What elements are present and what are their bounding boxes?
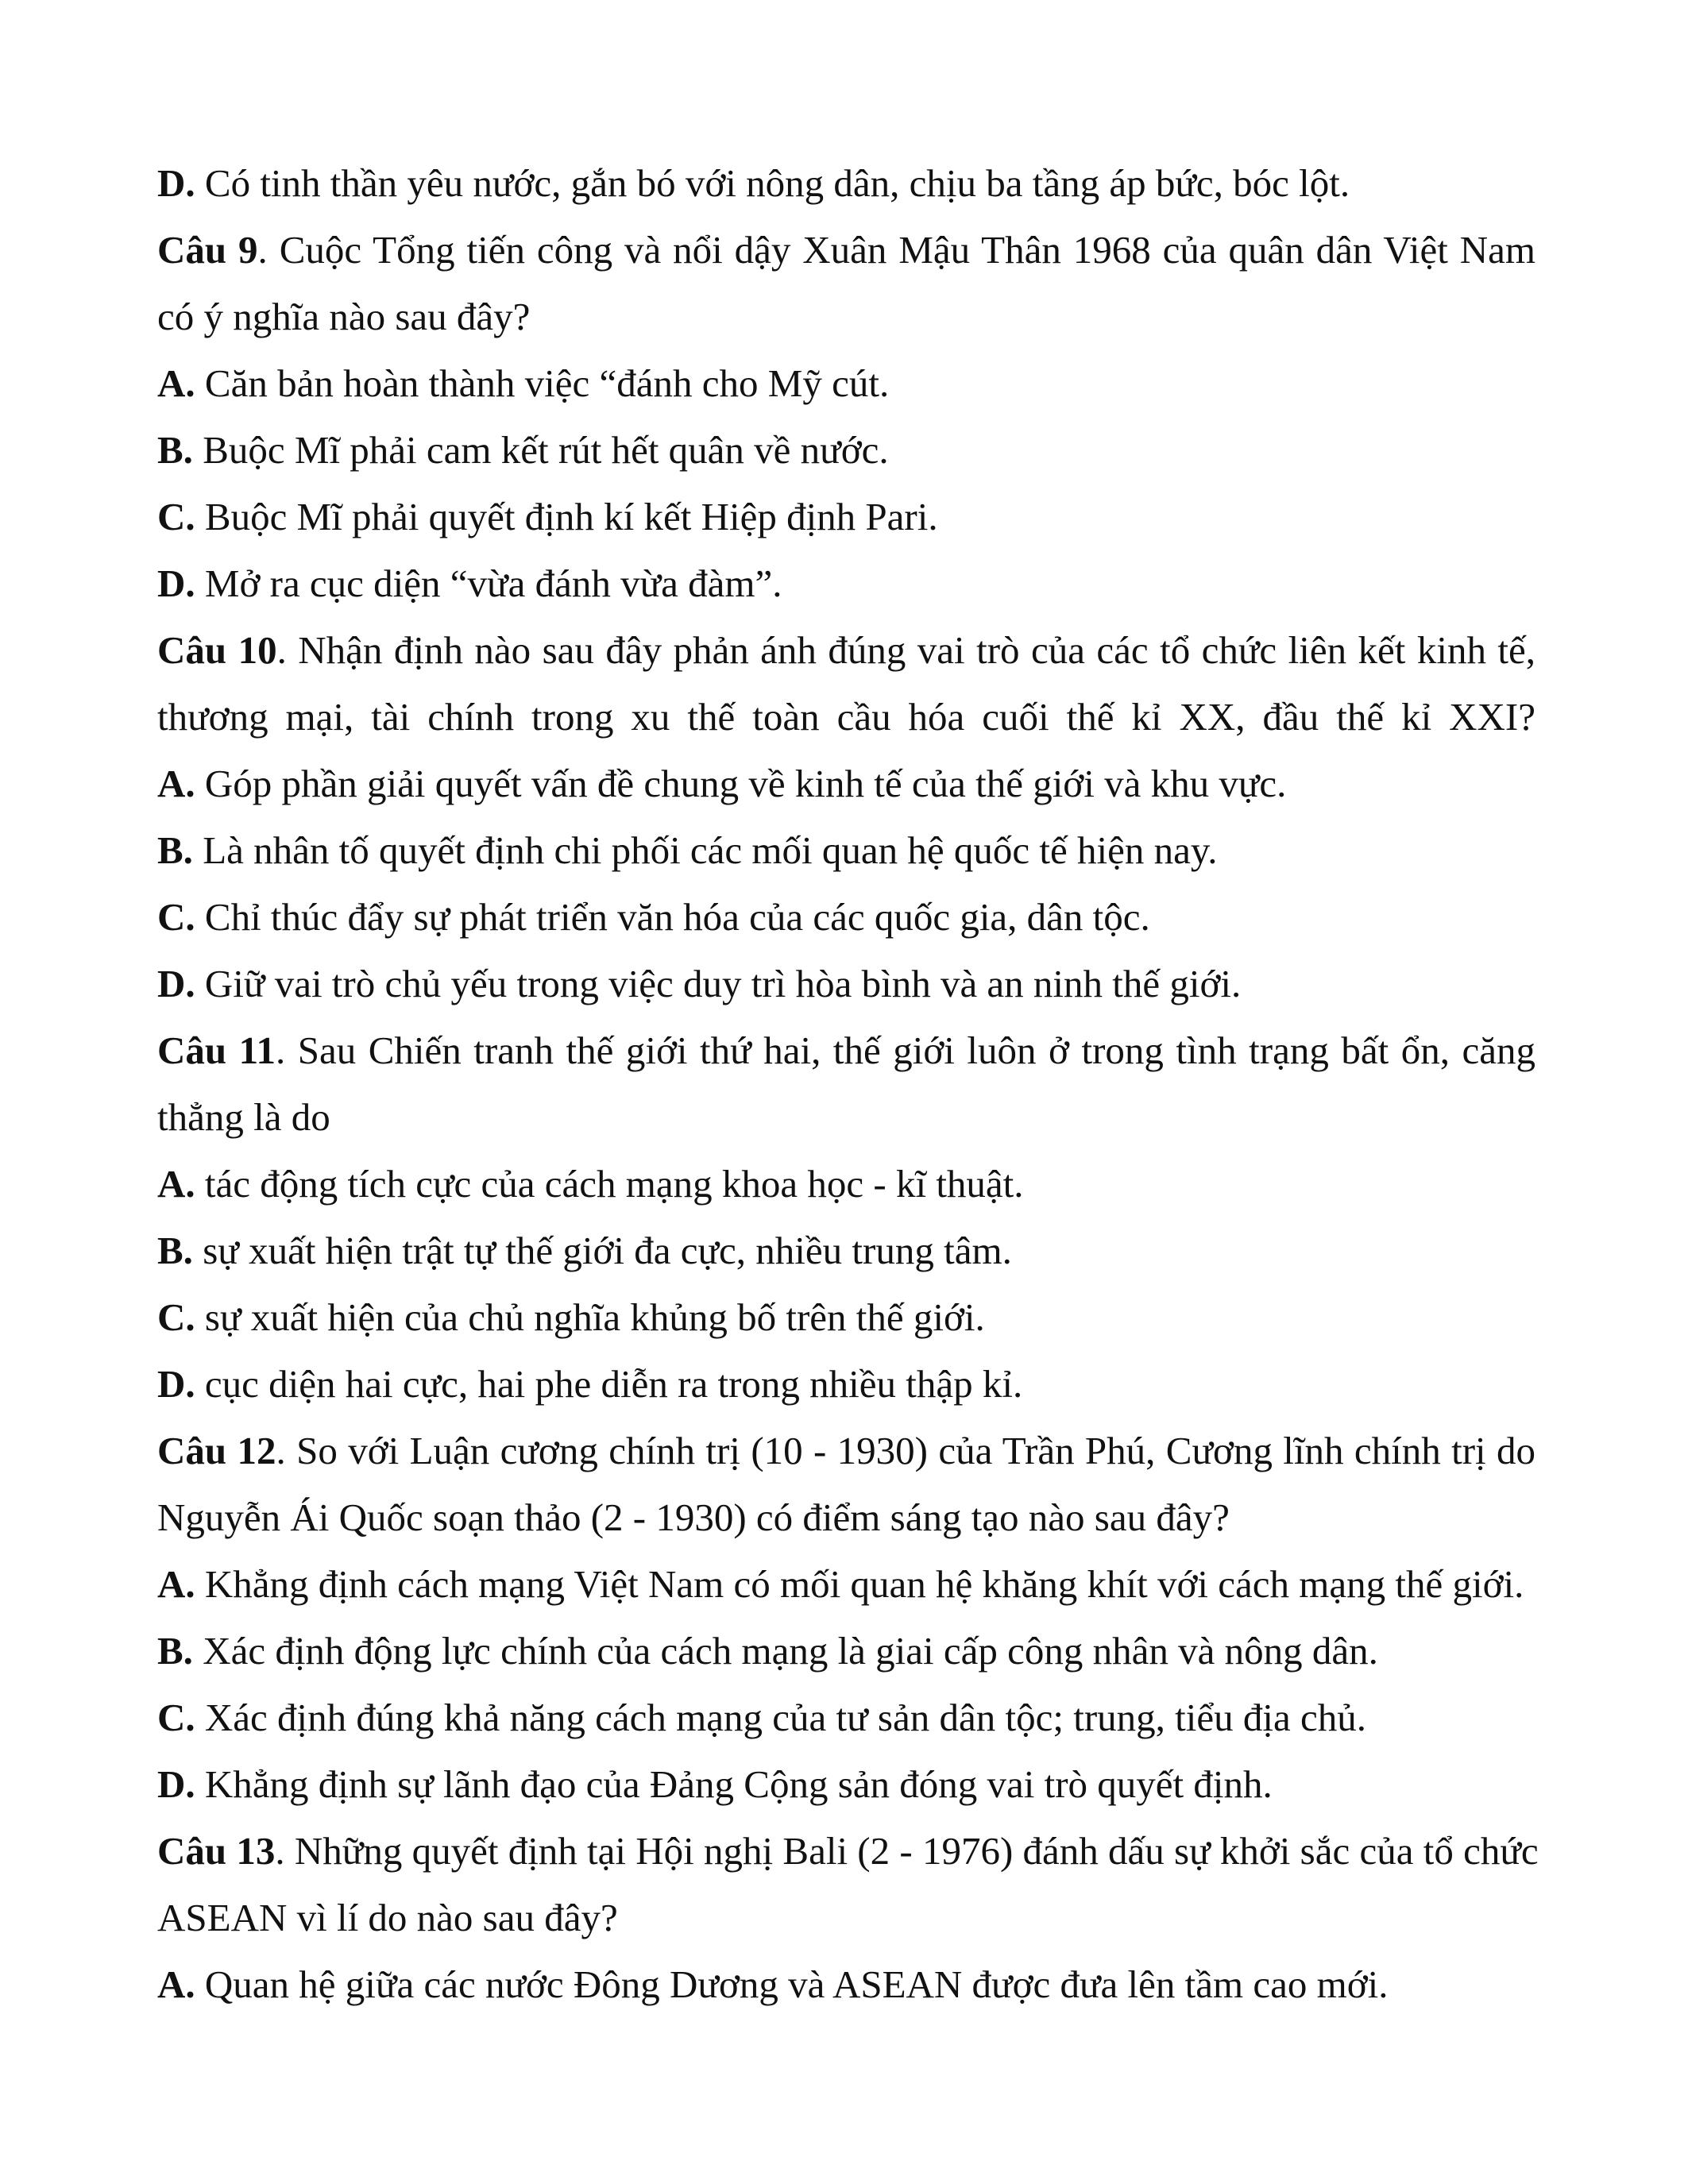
option-text: Mở ra cục diện “vừa đánh vừa đàm”. bbox=[195, 561, 782, 605]
option-letter: A. bbox=[157, 361, 195, 405]
q13-option-a bbox=[157, 1951, 1535, 2018]
q13-stem-line-1 bbox=[157, 1818, 1539, 1885]
q12-stem-line-2 bbox=[157, 1484, 1535, 1551]
question-label: Câu 12 bbox=[157, 1429, 276, 1472]
question-label: Câu 9 bbox=[157, 228, 258, 272]
option-letter: D. bbox=[157, 1362, 195, 1406]
option-letter: B. bbox=[157, 1229, 193, 1272]
q10-option-d bbox=[157, 951, 1535, 1017]
question-text: . Những quyết định tại Hội nghị Bali (2 - 1976) đánh dấu sự khởi sắc của tổ chức bbox=[275, 1829, 1539, 1873]
option-letter: D. bbox=[157, 962, 195, 1005]
q10-option-b bbox=[157, 817, 1535, 884]
question-text: . Sau Chiến tranh thế giới thứ hai, thế giới luôn ở trong tình trạng bất ổn, căng bbox=[275, 1028, 1535, 1072]
option-text: Góp phần giải quyết vấn đề chung về kinh tế của thế giới và khu vực. bbox=[195, 762, 1287, 805]
option-text: Khẳng định sự lãnh đạo của Đảng Cộng sản đóng vai trò quyết định. bbox=[195, 1762, 1273, 1806]
question-label: Câu 13 bbox=[157, 1829, 276, 1873]
option-letter: C. bbox=[157, 495, 195, 538]
q11-option-d bbox=[157, 1351, 1535, 1418]
question-text: . So với Luận cương chính trị (10 - 1930) của Trần Phú, Cương lĩnh chính trị do bbox=[276, 1429, 1535, 1472]
q9-option-c bbox=[157, 484, 1535, 550]
option-letter: C. bbox=[157, 895, 195, 939]
q12-option-c bbox=[157, 1684, 1535, 1751]
option-text: tác động tích cực của cách mạng khoa học - kĩ thuật. bbox=[195, 1162, 1024, 1206]
q12-option-a bbox=[157, 1551, 1535, 1618]
question-text: . Cuộc Tổng tiến công và nổi dậy Xuân Mậu Thân 1968 của quân dân Việt Nam bbox=[257, 228, 1536, 272]
q10-option-a bbox=[157, 751, 1535, 817]
q10-stem-line-2 bbox=[157, 684, 1535, 751]
q11-option-b bbox=[157, 1217, 1535, 1284]
option-text: Xác định động lực chính của cách mạng là giai cấp công nhân và nông dân. bbox=[192, 1629, 1378, 1673]
q11-stem-line-2 bbox=[157, 1084, 1535, 1151]
option-text: Là nhân tố quyết định chi phối các mối quan hệ quốc tế hiện nay. bbox=[192, 828, 1218, 872]
q10-stem-line-1 bbox=[157, 617, 1535, 684]
q9-option-a bbox=[157, 350, 1535, 417]
q9-stem-line-2 bbox=[157, 284, 1535, 350]
q8-option-d bbox=[157, 150, 1535, 217]
option-letter: D. bbox=[157, 1762, 195, 1806]
option-text: Khẳng định cách mạng Việt Nam có mối quan hệ khăng khít với cách mạng thế giới. bbox=[195, 1562, 1524, 1606]
q9-stem-line-1 bbox=[157, 217, 1535, 284]
question-label: Câu 11 bbox=[157, 1028, 276, 1072]
q12-option-d bbox=[157, 1751, 1535, 1818]
option-letter: B. bbox=[157, 428, 193, 472]
option-letter: A. bbox=[157, 1162, 195, 1206]
option-letter: C. bbox=[157, 1295, 195, 1339]
question-text: thương mại, tài chính trong xu thế toàn cầu hóa cuối thế kỉ XX, đầu thế kỉ XXI? bbox=[157, 695, 1535, 739]
option-letter: A. bbox=[157, 1962, 195, 2006]
option-text: Căn bản hoàn thành việc “đánh cho Mỹ cút. bbox=[195, 361, 890, 405]
option-text: Giữ vai trò chủ yếu trong việc duy trì hòa bình và an ninh thế giới. bbox=[195, 962, 1242, 1005]
option-letter: D. bbox=[157, 161, 195, 205]
q10-option-c bbox=[157, 884, 1535, 951]
option-letter: A. bbox=[157, 1562, 195, 1606]
question-text: ASEAN vì lí do nào sau đây? bbox=[157, 1896, 618, 1939]
option-letter: B. bbox=[157, 828, 193, 872]
q9-option-d bbox=[157, 550, 1535, 617]
q12-stem-line-1 bbox=[157, 1418, 1535, 1484]
option-letter: A. bbox=[157, 762, 195, 805]
option-text: Có tinh thần yêu nước, gắn bó với nông dân, chịu ba tầng áp bức, bóc lột. bbox=[195, 161, 1350, 205]
option-text: Buộc Mĩ phải quyết định kí kết Hiệp định Pari. bbox=[195, 495, 938, 538]
question-text: có ý nghĩa nào sau đây? bbox=[157, 295, 531, 338]
question-text: thẳng là do bbox=[157, 1095, 330, 1139]
question-text: . Nhận định nào sau đây phản ánh đúng vai trò của các tổ chức liên kết kinh tế, bbox=[276, 628, 1535, 672]
q11-stem-line-1 bbox=[157, 1017, 1535, 1084]
option-letter: B. bbox=[157, 1629, 193, 1673]
option-text: sự xuất hiện trật tự thế giới đa cực, nhiều trung tâm. bbox=[192, 1229, 1012, 1272]
option-text: Quan hệ giữa các nước Đông Dương và ASEAN được đưa lên tầm cao mới. bbox=[195, 1962, 1389, 2006]
q11-option-a bbox=[157, 1151, 1535, 1217]
q9-option-b bbox=[157, 417, 1535, 484]
option-text: Buộc Mĩ phải cam kết rút hết quân về nước. bbox=[192, 428, 889, 472]
option-text: sự xuất hiện của chủ nghĩa khủng bố trên thế giới. bbox=[195, 1295, 985, 1339]
q13-stem-line-2 bbox=[157, 1885, 1535, 1951]
q11-option-c bbox=[157, 1284, 1535, 1351]
option-text: Xác định đúng khả năng cách mạng của tư sản dân tộc; trung, tiểu địa chủ. bbox=[195, 1696, 1366, 1739]
question-label: Câu 10 bbox=[157, 628, 277, 672]
question-text: Nguyễn Ái Quốc soạn thảo (2 - 1930) có điểm sáng tạo nào sau đây? bbox=[157, 1495, 1230, 1539]
option-text: Chỉ thúc đẩy sự phát triển văn hóa của các quốc gia, dân tộc. bbox=[195, 895, 1150, 939]
option-letter: D. bbox=[157, 561, 195, 605]
q12-option-b bbox=[157, 1618, 1535, 1684]
option-letter: C. bbox=[157, 1696, 195, 1739]
option-text: cục diện hai cực, hai phe diễn ra trong nhiều thập kỉ. bbox=[195, 1362, 1023, 1406]
